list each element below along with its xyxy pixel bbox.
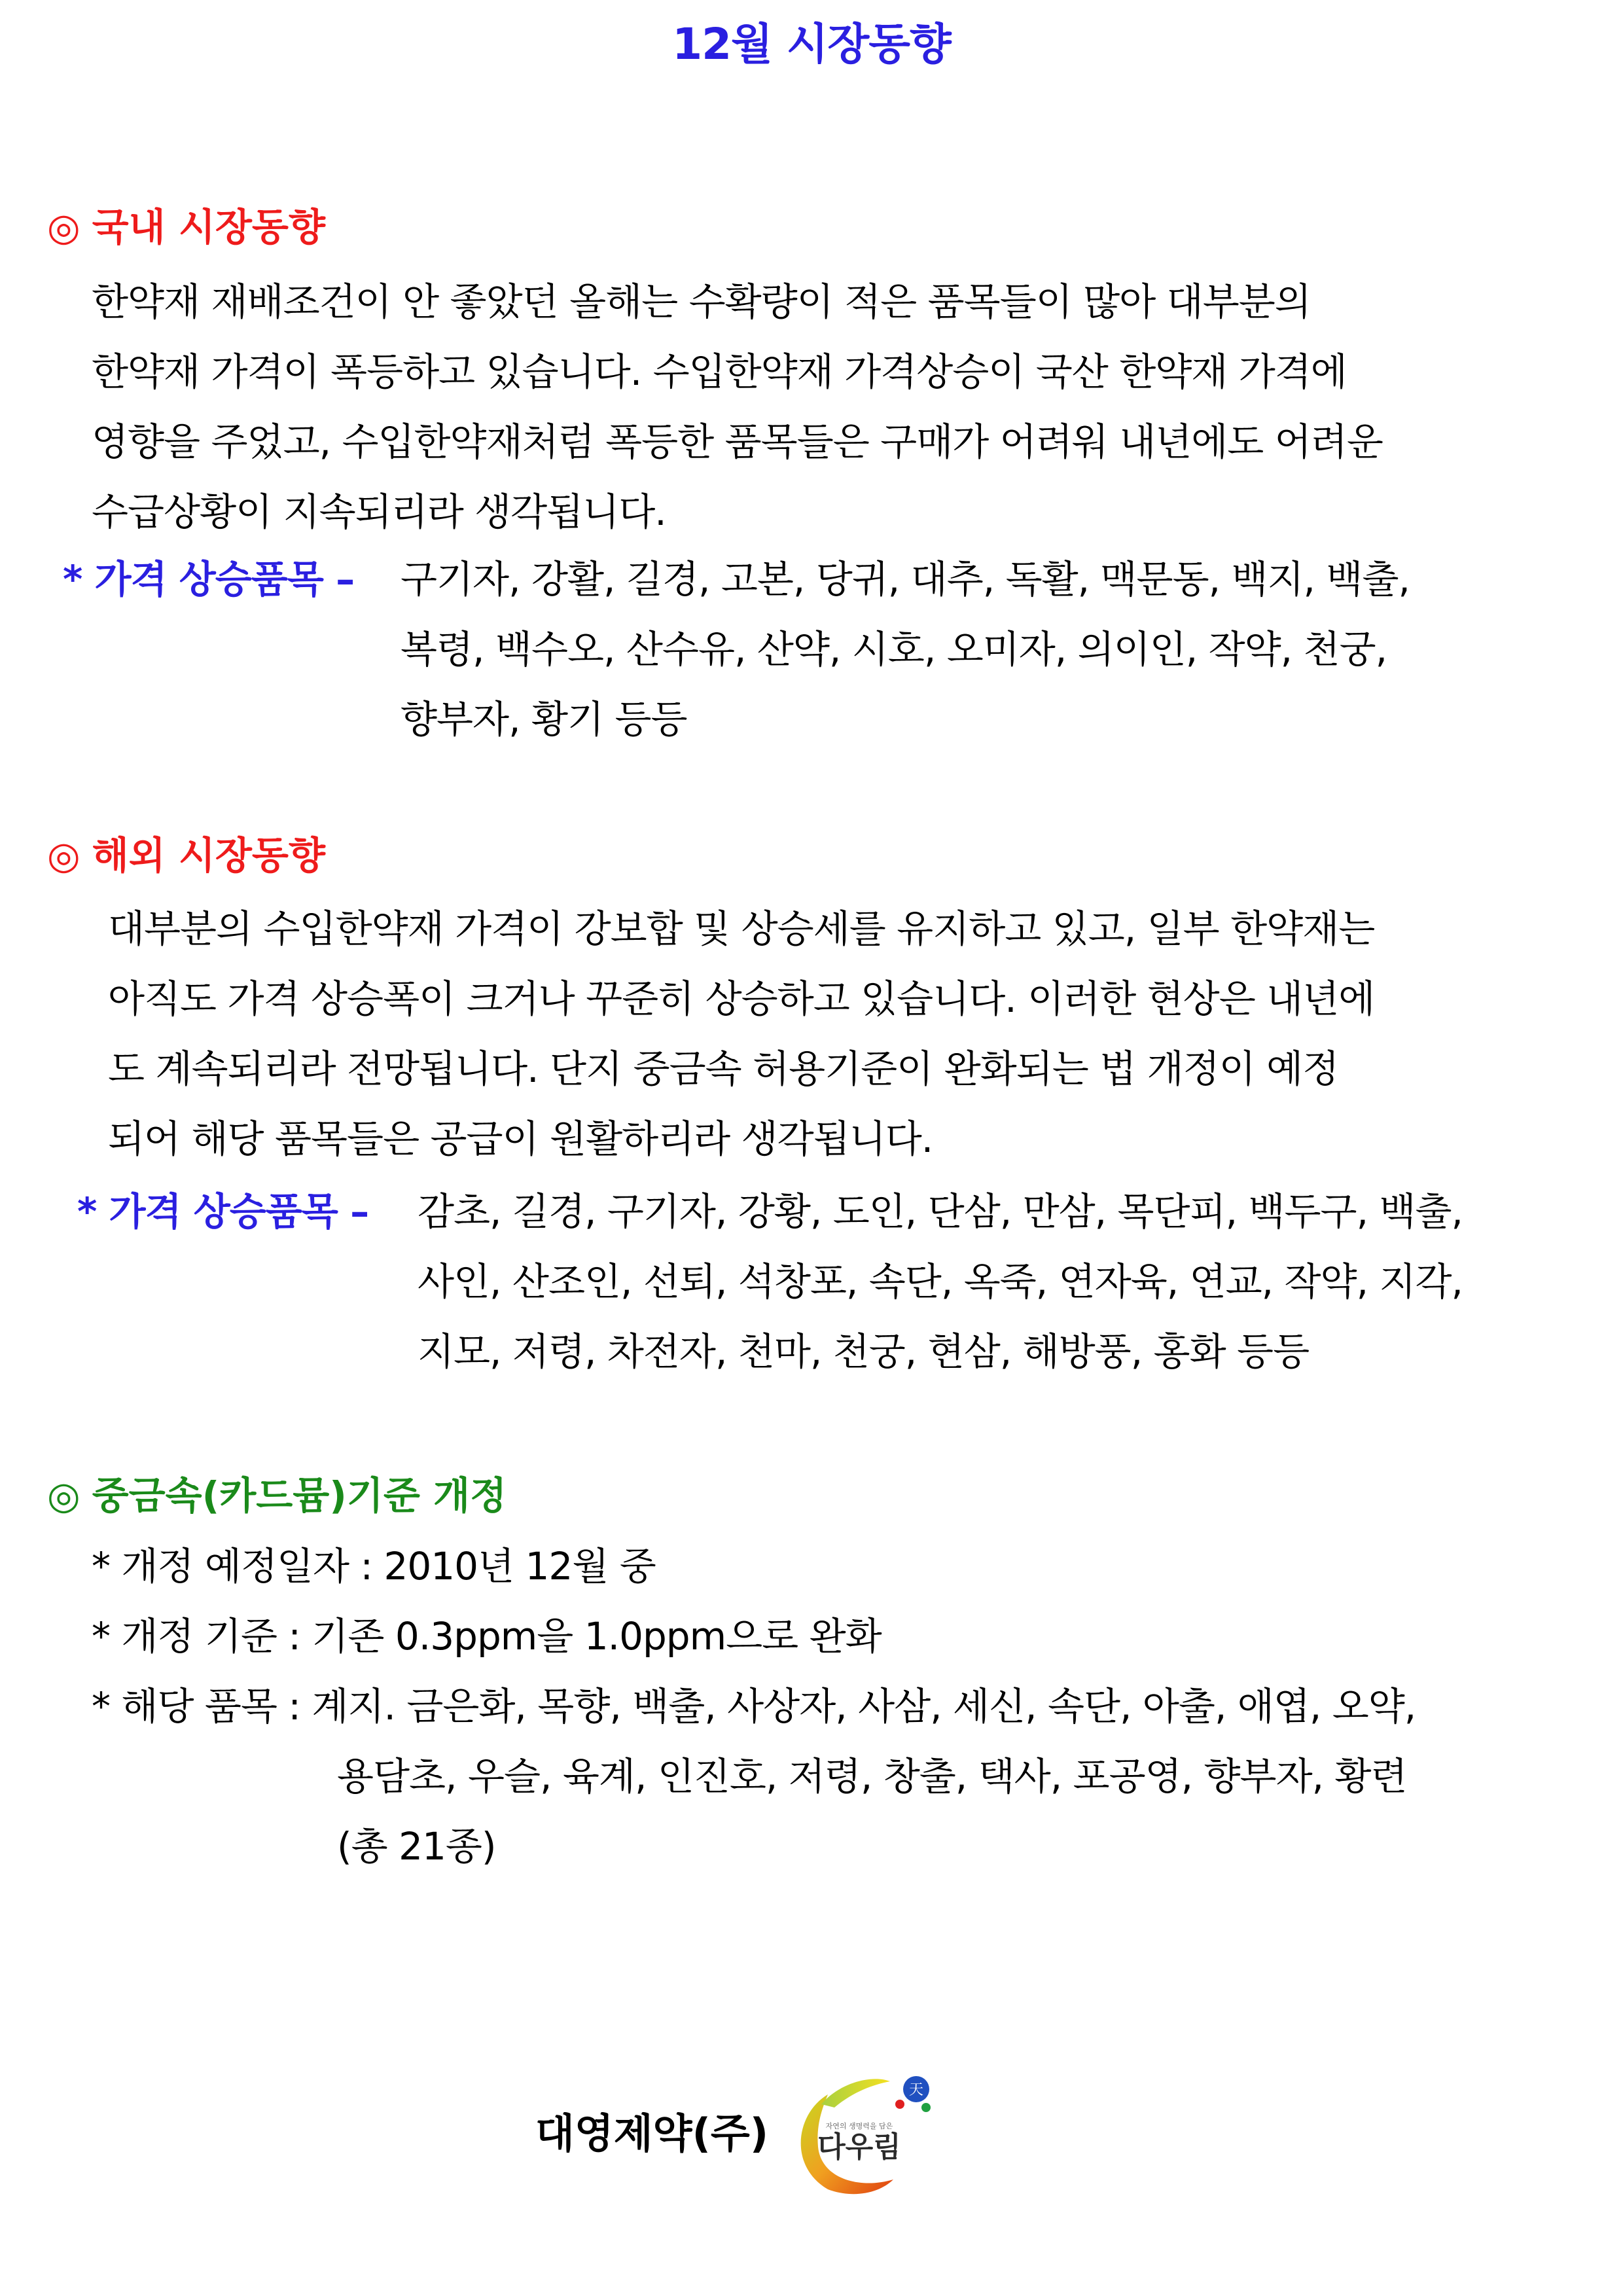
items-line: 지모, 저령, 차전자, 천마, 천궁, 현삼, 해방풍, 홍화 등등 (418, 1329, 1310, 1374)
revision-items-line: 용담초, 우슬, 육계, 인진호, 저령, 창출, 택사, 포공영, 향부자, 황련 (337, 1754, 1407, 1799)
items-line: 사인, 산조인, 선퇴, 석창포, 속단, 옥죽, 연자육, 연교, 작약, 지각, (418, 1259, 1463, 1304)
logo-dot-red (895, 2100, 904, 2109)
paragraph-line: 아직도 가격 상승폭이 크거나 꾸준히 상승하고 있습니다. 이러한 현상은 내년에 (108, 977, 1375, 1021)
items-line: 향부자, 황기 등등 (401, 697, 687, 742)
domestic-items-list (401, 545, 1410, 755)
overseas-paragraph (108, 894, 1613, 1174)
revision-standard-line: * 개정 기준 : 기존 0.3ppm을 1.0ppm으로 완화 (92, 1614, 882, 1659)
logo-dot-green (921, 2103, 931, 2112)
paragraph-line: 도 계속되리라 전망됩니다. 단지 중금속 허용기준이 완화되는 법 개정이 예정 (108, 1047, 1339, 1091)
revision-items-line: * 해당 품목 : 계지. 금은화, 목향, 백출, 사상자, 사삼, 세신, 속단, 아출, 애엽, 오약, (92, 1684, 1416, 1729)
bullseye-icon: ◎ (47, 205, 80, 249)
items-line: 복령, 백수오, 산수유, 산약, 시호, 오미자, 의이인, 작약, 천궁, (401, 627, 1387, 672)
revision-heading (47, 1465, 507, 1520)
revision-total-line: (총 21종) (337, 1824, 496, 1869)
paragraph-line: 되어 해당 품목들은 공급이 원활하리라 생각됩니다. (108, 1117, 933, 1161)
paragraph-line: 수급상황이 지속되리라 생각됩니다. (92, 490, 666, 534)
logo-leaf (821, 2079, 890, 2108)
bullseye-icon: ◎ (47, 1473, 80, 1518)
logo-small-text: 자연의 생명력을 담은 (825, 2122, 893, 2130)
paragraph-line: 영향을 주었고, 수입한약재처럼 폭등한 품목들은 구매가 어려워 내년에도 어려운 (92, 420, 1383, 464)
items-line: 감초, 길경, 구기자, 강황, 도인, 단삼, 만삼, 목단피, 백두구, 백출, (418, 1189, 1463, 1234)
logo-badge: 天 (908, 2082, 924, 2098)
company-name: 대영제약(주) (535, 2109, 769, 2157)
revision-heading-text: 중금속(카드뮴)기준 개정 (92, 1473, 507, 1518)
paragraph-line: 대부분의 수입한약재 가격이 강보합 및 상승세를 유지하고 있고, 일부 한약재는 (108, 906, 1375, 951)
items-label: * 가격 상승품목 – (63, 557, 355, 601)
overseas-items-label (77, 1177, 368, 1247)
revision-details (92, 1532, 1416, 1882)
overseas-heading-text: 해외 시장동향 (92, 833, 325, 878)
bullseye-icon: ◎ (47, 833, 80, 878)
domestic-items-label (63, 545, 354, 615)
domestic-paragraph (92, 267, 1597, 547)
domestic-heading (47, 196, 325, 251)
paragraph-line: 한약재 재배조건이 안 좋았던 올해는 수확량이 적은 품목들이 많아 대부분의 (92, 279, 1311, 324)
domestic-heading-text: 국내 시장동향 (92, 205, 325, 249)
items-line: 구기자, 강활, 길경, 고본, 당귀, 대추, 독활, 맥문동, 백지, 백출, (401, 557, 1410, 601)
company-logo (782, 2068, 933, 2199)
paragraph-line: 한약재 가격이 폭등하고 있습니다. 수입한약재 가격상승이 국산 한약재 가격에 (92, 350, 1347, 394)
items-label: * 가격 상승품목 – (77, 1189, 369, 1234)
overseas-items-list (418, 1177, 1463, 1387)
page-title: 12월 시장동향 (672, 19, 951, 69)
logo-text: 다우림 (817, 2130, 901, 2164)
overseas-heading (47, 825, 325, 880)
revision-date-line: * 개정 예정일자 : 2010년 12월 중 (92, 1544, 656, 1588)
